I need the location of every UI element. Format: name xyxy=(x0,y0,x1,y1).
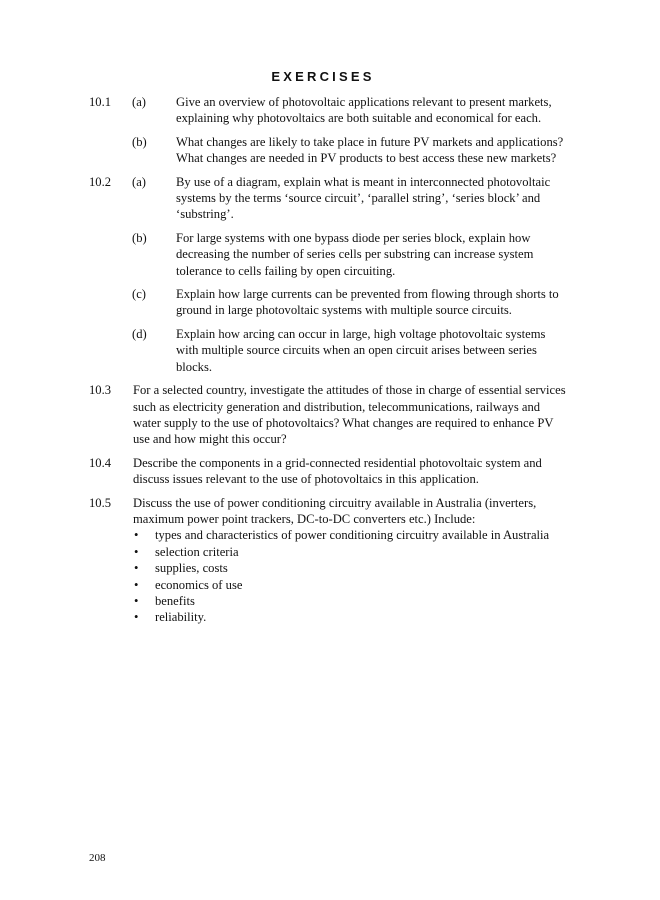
exercise-10-1 xyxy=(89,94,569,167)
bullet-icon: • xyxy=(134,593,139,608)
exercise-number: 10.1 xyxy=(89,95,112,109)
list-item xyxy=(133,544,569,560)
list-item xyxy=(133,527,569,543)
exercise-10-3 xyxy=(89,382,569,448)
part-label: (d) xyxy=(132,326,147,341)
exercise-part xyxy=(89,94,569,127)
list-item xyxy=(133,609,569,625)
list-item-text: supplies, costs xyxy=(155,561,228,576)
exercise-text: For a selected country, investigate the attitudes of those in charge of essential services such as electricity generation and distribution, telecommunications, railways and water supply to the use of photovoltaics? What changes are required to enhance PV use and how might this occur? xyxy=(133,383,566,447)
part-text: Explain how arcing can occur in large, high voltage photovoltaic systems with multiple source circuits when an open circuit arises between series blocks. xyxy=(176,326,546,374)
exercise-number: 10.5 xyxy=(89,495,112,510)
exercise-part xyxy=(89,174,569,223)
part-label: (b) xyxy=(132,230,147,245)
list-item-text: benefits xyxy=(155,593,195,608)
exercise-text: Describe the components in a grid-connected residential photovoltaic system and discuss issues relevant to the use of photovoltaics in this application. xyxy=(133,455,542,487)
exercise-part xyxy=(89,326,569,375)
list-item-text: selection criteria xyxy=(155,544,239,559)
bullet-list xyxy=(133,527,569,625)
part-text: By use of a diagram, explain what is meant in interconnected photovoltaic systems by the terms ‘source circuit’, ‘parallel string’, ‘series block’ and ‘substring’. xyxy=(176,174,551,222)
list-item xyxy=(133,593,569,609)
part-text: Explain how large currents can be prevented from flowing through shorts to ground in large photovoltaic systems with multiple source circuits. xyxy=(176,287,559,318)
exercise-list xyxy=(89,94,569,633)
part-text: Give an overview of photovoltaic applications relevant to present markets, explaining why photovoltaics are both suitable and economical for each. xyxy=(176,95,552,126)
list-item-text: types and characteristics of power conditioning circuitry available in Australia xyxy=(155,528,550,543)
exercise-part xyxy=(89,134,569,167)
page-number: 208 xyxy=(89,852,106,864)
list-item-text: reliability. xyxy=(155,610,207,625)
part-label: (a) xyxy=(132,95,146,109)
exercise-body xyxy=(89,495,569,626)
exercise-10-4 xyxy=(89,455,569,488)
exercise-text: Discuss the use of power conditioning circuitry available in Australia (inverters, maximum power point trackers, DC-to-DC converters etc.) Include: xyxy=(133,495,537,526)
bullet-icon: • xyxy=(134,544,139,559)
part-text: What changes are likely to take place in future PV markets and applications? What changes are needed in PV products to best access these new markets? xyxy=(176,134,564,166)
list-item xyxy=(133,577,569,593)
part-text: For large systems with one bypass diode per series block, explain how decreasing the number of series cells per substring can increase system tolerance to cells failing by open circuiting. xyxy=(176,230,534,278)
page-title: EXERCISES xyxy=(271,69,375,84)
list-item xyxy=(133,560,569,576)
bullet-icon: • xyxy=(134,610,139,625)
exercise-10-2 xyxy=(89,174,569,375)
exercise-number: 10.4 xyxy=(89,455,112,470)
bullet-icon: • xyxy=(134,528,139,543)
exercise-part xyxy=(89,286,569,319)
part-label: (c) xyxy=(132,287,146,302)
exercise-number: 10.2 xyxy=(89,174,112,189)
bullet-icon: • xyxy=(134,561,139,576)
exercise-10-5 xyxy=(89,495,569,626)
bullet-icon: • xyxy=(134,577,139,592)
exercise-part xyxy=(89,230,569,279)
exercise-number: 10.3 xyxy=(89,383,112,398)
part-label: (a) xyxy=(132,174,146,189)
part-label: (b) xyxy=(132,134,147,149)
list-item-text: economics of use xyxy=(155,577,243,592)
